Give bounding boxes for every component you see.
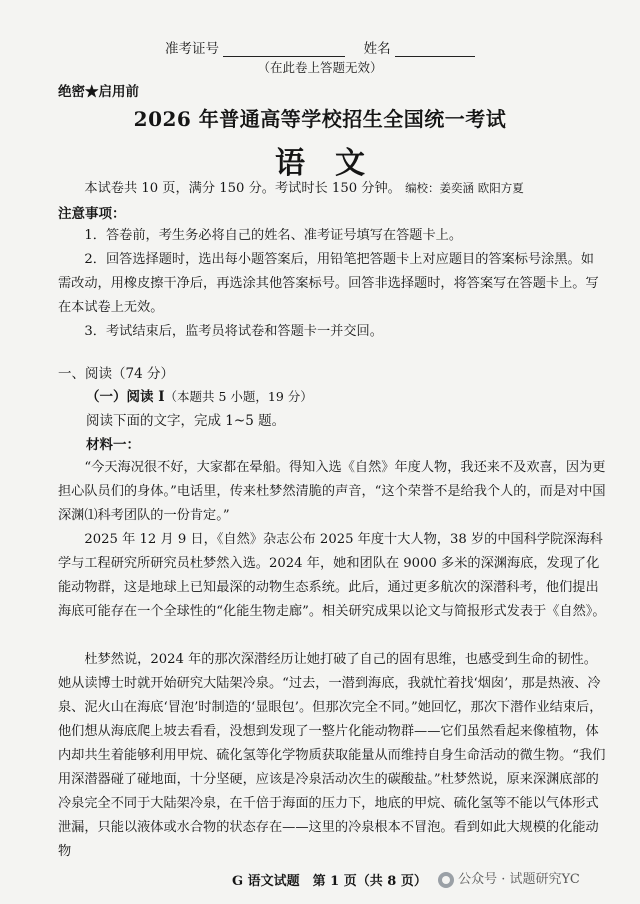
subject-title: 语 文	[275, 146, 365, 181]
exam-info-text: 本试卷共 10 页，满分 150 分。考试时长 150 分钟。	[84, 181, 401, 196]
id-field	[223, 42, 345, 57]
name-label: 姓名	[363, 41, 391, 57]
section-title: 一、阅读（74 分）	[58, 366, 174, 382]
passage-paragraph-3: 杜梦然说，2024 年的那次深潜经历让她打破了自己的固有思维，也感受到生命的韧性。她从读博士时就开始研究大陆架冷泉。“过去，一潜到海底，我就忙着找‘烟囱’，那是热液、冷泉、泥火山在海底‘冒泡’时制造的‘显眼包’。但那次完全不同。”她回忆，那次下潜作业结束后，他们想从海底爬上坡去看看，没想到发现了一整片化能动物群——它们虽然看起来像植物，体内却共生着能够利用甲烷、硫化氢等化学物质获取能量从而维持自身生命活动的微生物。“我们用深潜器碰了碰地面，十分坚硬，应该是冷泉活动次生的碳酸盐。”杜梦然说，原来深渊底部的冷泉完全不同于大陆架冷泉，在千倍于海面的压力下，地底的甲烷、硫化氢等不能以气体形式泄漏，只能以液体或水合物的状态存在——这里的冷泉根本不冒泡。看到如此大规模的化能动物	[58, 652, 606, 859]
name-field	[395, 42, 475, 57]
no-answer-note: （在此卷上答题无效）	[257, 60, 383, 75]
note-item-2: 2．回答选择题时，选出每小题答案后，用铅笔把答题卡上对应题目的答案标号涂黑。如需改动，用橡皮擦干净后，再选涂其他答案标号。回答非选择题时，将答案写在答题卡上。写在本试卷上无效。	[58, 252, 599, 315]
editors: 编校：姜奕涵 欧阳方夏	[405, 181, 524, 195]
note-item-1: 1．答卷前，考生务必将自己的姓名、准考证号填写在答题卡上。	[84, 228, 463, 243]
watermark	[438, 868, 580, 888]
exam-info	[58, 176, 606, 201]
passage-paragraph-2: 2025 年 12 月 9 日，《自然》杂志公布 2025 年度十大人物，38 岁的中国科学院深海科学与工程研究所研究员杜梦然入选。2024 年，她和团队在 9000 多米的深渊海底，发现了化能动物群，这是地球上已知最深的动物生态系统。此后，通过更多航次的深潜科考，他们提出海底可能存在一个全球性的“化能生物走廊”。相关研究成果以论文与简报形式发表于《自然》。	[58, 532, 606, 619]
subsection-title-row	[86, 385, 313, 405]
subsection-note: （本题共 5 小题，19 分）	[164, 389, 313, 404]
material-label: 材料一：	[86, 437, 140, 453]
id-label: 准考证号	[165, 41, 220, 57]
secret-label: 绝密★启用前	[58, 84, 139, 100]
notes-heading: 注意事项：	[58, 206, 126, 222]
watermark-text: 公众号 · 试题研究YC	[458, 872, 580, 887]
subsection-title: （一）阅读 I	[86, 389, 165, 405]
exam-title: 2026 年普通高等学校招生全国统一考试	[133, 107, 507, 131]
candidate-info-row	[0, 37, 640, 57]
passage-paragraph-1: “今天海况很不好，大家都在晕船。得知入选《自然》年度人物，我还来不及欢喜，因为更担心队员们的身体。”电话里，传来杜梦然清脆的声音，“这个荣誉不是给我个人的，而是对中国深渊⑴科考团队的一份肯定。”	[58, 460, 606, 523]
page-footer: G 语文试题 第 1 页（共 8 页）	[232, 874, 427, 889]
wechat-icon	[438, 872, 454, 888]
instruction: 阅读下面的文字，完成 1~5 题。	[86, 413, 286, 429]
note-item-3: 3．考试结束后，监考员将试卷和答题卡一并交回。	[84, 324, 383, 339]
